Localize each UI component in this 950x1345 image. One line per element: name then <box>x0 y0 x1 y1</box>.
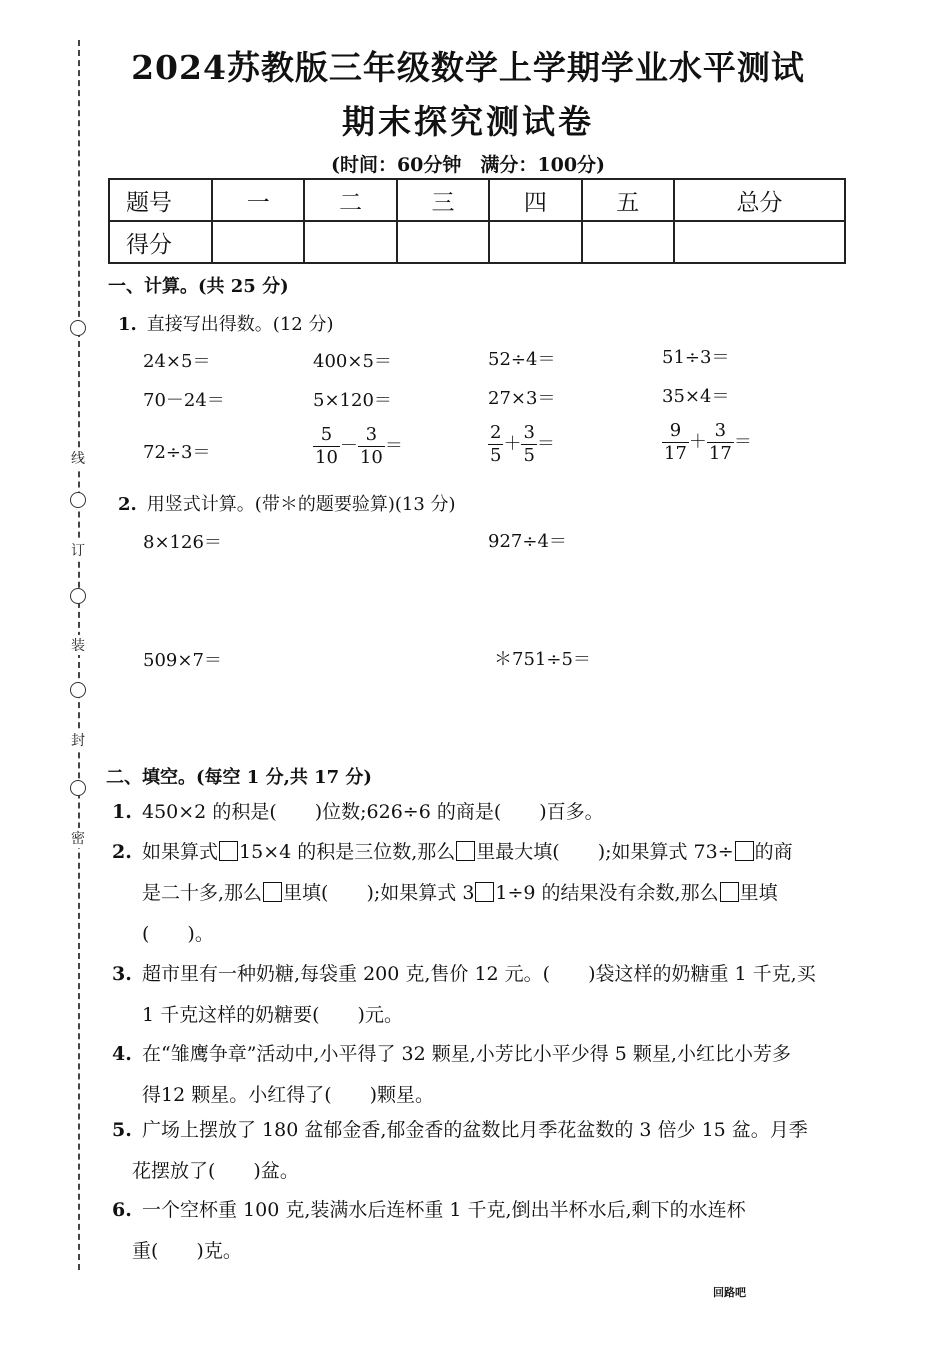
score-label: 得分 <box>109 221 212 263</box>
question-text: 在“雏鹰争章”活动中,小平得了 32 颗星,小芳比小平少得 5 颗星,小红比小芳多 <box>142 1043 791 1065</box>
section1-title: 一、计算。(共 25 分) <box>108 276 289 297</box>
fraction-denominator: 5 <box>490 445 502 466</box>
question-text: 里填 <box>739 882 778 904</box>
vertical-calc-item: 509×7＝ <box>143 650 222 671</box>
question-line: 花摆放了( )盆。 <box>132 1160 299 1182</box>
binding-mark-ding: 订 <box>64 540 92 560</box>
s1-q1-heading <box>118 310 333 336</box>
vertical-calc-item: 927÷4＝ <box>488 531 567 552</box>
question-line <box>112 832 857 873</box>
question-number: 3. <box>112 963 132 985</box>
fraction-expression <box>662 420 752 465</box>
fraction-numerator: 9 <box>662 420 689 443</box>
question-line: 1 千克这样的奶糖要( )元。 <box>142 1004 403 1026</box>
operator: ＋ <box>503 433 522 455</box>
equals-sign: ＝ <box>536 433 555 455</box>
blank-box <box>219 841 238 861</box>
binding-hole <box>70 588 86 604</box>
vertical-calc-item: ＊751÷5＝ <box>494 649 591 670</box>
question-text: 广场上摆放了 180 盆郁金香,郁金香的盆数比月季花盆数的 3 倍少 15 盆。月季 <box>142 1119 808 1141</box>
question-number: 1. <box>118 314 137 335</box>
calc-item: 24×5＝ <box>143 351 211 372</box>
fraction-expression <box>313 424 403 469</box>
blank-box <box>456 841 475 861</box>
binding-hole <box>70 682 86 698</box>
fraction <box>707 420 734 465</box>
fraction-denominator: 10 <box>315 447 338 468</box>
binding-mark-feng: 封 <box>64 730 92 750</box>
score-table-header-cell: 四 <box>489 179 581 221</box>
fraction-denominator: 17 <box>708 443 732 464</box>
section2-title: 二、填空。(每空 1 分,共 17 分) <box>106 767 372 788</box>
blank-box <box>735 841 754 861</box>
fraction-numerator: 3 <box>358 424 385 447</box>
fraction-numerator: 2 <box>490 422 502 443</box>
question-line: 得12 颗星。小红得了( )颗星。 <box>142 1084 435 1106</box>
fill-question-4 <box>112 1034 857 1116</box>
question-text: 里最大填( );如果算式 73÷ <box>476 841 734 863</box>
score-table-header-cell: 五 <box>582 179 674 221</box>
question-line <box>112 1110 857 1151</box>
calc-item: 5×120＝ <box>313 390 392 411</box>
question-number: 5. <box>112 1119 132 1141</box>
fraction <box>521 422 536 467</box>
question-text: 直接写出得数。(12 分) <box>146 314 334 335</box>
binding-mark-xian: 线 <box>64 448 92 468</box>
score-cell[interactable] <box>489 221 581 263</box>
fill-question-5 <box>112 1110 857 1192</box>
fraction <box>313 424 340 469</box>
score-table <box>108 178 846 264</box>
calc-item: 35×4＝ <box>662 386 730 407</box>
score-table-header-cell: 题号 <box>109 179 212 221</box>
score-table-header-cell: 一 <box>212 179 304 221</box>
fill-question-6 <box>112 1190 857 1272</box>
question-text: 15×4 的积是三位数,那么 <box>239 841 456 863</box>
question-number: 2. <box>112 841 132 863</box>
question-number: 2. <box>118 494 137 515</box>
exam-time-score: (时间：60分钟 满分：100分) <box>330 154 606 176</box>
score-table-header-cell: 总分 <box>674 179 845 221</box>
question-line <box>112 1190 857 1231</box>
calc-item: 27×3＝ <box>488 388 556 409</box>
exam-title-line1: 2024苏教版三年级数学上学期学业水平测试 <box>131 48 805 87</box>
binding-margin <box>58 40 98 1270</box>
question-number: 6. <box>112 1199 132 1221</box>
question-line <box>112 954 857 995</box>
vertical-calc-item: 8×126＝ <box>143 532 222 553</box>
fraction <box>662 420 689 465</box>
fraction-denominator: 5 <box>523 445 535 466</box>
fraction-denominator: 17 <box>664 443 687 464</box>
fraction <box>488 422 503 467</box>
fraction-numerator: 3 <box>523 422 535 443</box>
blank-box <box>720 882 739 902</box>
question-text: 一个空杯重 100 克,装满水后连杯重 1 千克,倒出半杯水后,剩下的水连杯 <box>142 1199 746 1221</box>
fraction-denominator: 10 <box>359 447 383 468</box>
calc-item: 400×5＝ <box>313 351 392 372</box>
calc-item: 70－24＝ <box>143 390 225 411</box>
calc-item: 72÷3＝ <box>143 442 211 463</box>
fraction-numerator: 3 <box>707 420 734 443</box>
question-text: 是二十多,那么 <box>142 882 263 904</box>
fill-question-2 <box>112 832 857 955</box>
fraction <box>358 424 385 469</box>
score-cell[interactable] <box>212 221 304 263</box>
question-text: 1÷9 的结果没有余数,那么 <box>495 882 719 904</box>
question-line: ( )。 <box>142 923 214 945</box>
fill-question-3 <box>112 954 857 1036</box>
score-table-header-row <box>109 179 845 221</box>
fill-question-1 <box>112 792 857 833</box>
binding-hole <box>70 780 86 796</box>
binding-mark-mi: 密 <box>64 828 92 848</box>
question-number: 1. <box>112 801 132 823</box>
question-text: 的商 <box>754 841 793 863</box>
fraction-expression <box>488 422 555 467</box>
exam-title-line2: 期末探究测试卷 <box>342 102 594 141</box>
operator: ＋ <box>688 431 707 453</box>
operator: － <box>339 435 358 457</box>
question-text: 450×2 的积是( )位数;626÷6 的商是( )百多。 <box>142 801 604 823</box>
binding-hole <box>70 492 86 508</box>
blank-box <box>475 882 494 902</box>
equals-sign: ＝ <box>384 435 403 457</box>
question-line <box>112 1034 857 1075</box>
question-text: 里填( );如果算式 3 <box>283 882 475 904</box>
score-cell[interactable] <box>304 221 396 263</box>
question-line <box>112 873 857 914</box>
score-cell[interactable] <box>582 221 674 263</box>
score-table-header-cell: 三 <box>397 179 489 221</box>
question-text: 超市里有一种奶糖,每袋重 200 克,售价 12 元。( )袋这样的奶糖重 1 千克,买 <box>142 963 816 985</box>
question-line: 重( )克。 <box>132 1240 242 1262</box>
question-text: 用竖式计算。(带＊的题要验算)(13 分) <box>146 494 456 515</box>
calc-item: 52÷4＝ <box>488 349 556 370</box>
question-text: 如果算式 <box>142 841 219 863</box>
fraction-numerator: 5 <box>313 424 340 447</box>
score-cell[interactable] <box>674 221 845 263</box>
binding-hole <box>70 320 86 336</box>
score-table-header-cell: 二 <box>304 179 396 221</box>
qr-watermark: 回路吧 <box>713 1286 746 1299</box>
equals-sign: ＝ <box>733 431 752 453</box>
calc-item: 51÷3＝ <box>662 347 730 368</box>
binding-mark-zhuang: 装 <box>64 635 92 655</box>
binding-dashed-line <box>78 40 80 1270</box>
s1-q2-heading <box>118 490 456 516</box>
question-number: 4. <box>112 1043 132 1065</box>
score-cell[interactable] <box>397 221 489 263</box>
score-table-score-row <box>109 221 845 263</box>
blank-box <box>263 882 282 902</box>
